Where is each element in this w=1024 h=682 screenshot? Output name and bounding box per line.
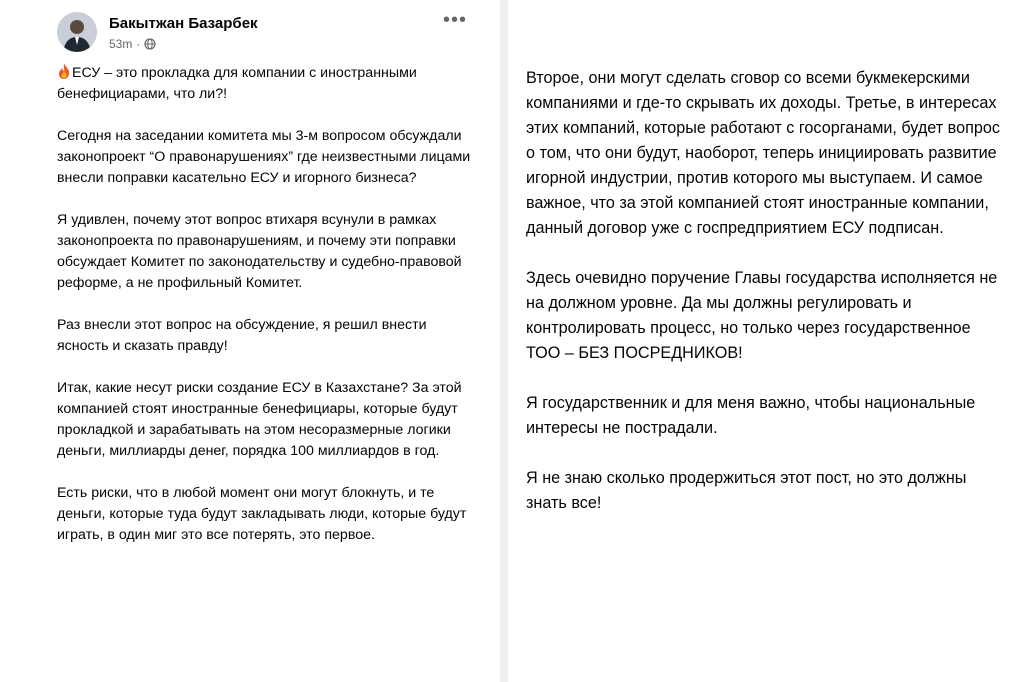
screenshot-divider [500,0,508,682]
post-right-panel [508,0,1024,682]
post-paragraph: Раз внесли этот вопрос на обсуждение, я решил внести ясность и сказать правду! [57,317,427,354]
post-header [57,9,477,54]
author-name[interactable]: Бакытжан Базарбек [109,15,258,32]
post-paragraph: Сегодня на заседании комитета мы 3-м вопросом обсуждали законопроект “О правонарушениях” где неизвестными лицами внесли поправки касательно ЕСУ и игорного бизнеса? [57,128,471,186]
post-paragraph: Я не знаю сколько продержиться этот пост, но это должны знать все! [526,469,967,512]
more-icon[interactable]: ••• [443,9,468,31]
post-meta [109,37,156,51]
post-title-text: ЕСУ – это прокладка для компании с иностранными бенефициарами, что ли?! [57,65,417,102]
post-paragraph: Итак, какие несут риски создание ЕСУ в Казахстане? За этой компанией стоят иностранные бенефициары, которые будут прокладкой и зарабатывать на этом несоразмерные логики деньги, миллиарды денег, порядка 100 миллиардов в год. [57,380,462,459]
avatar[interactable] [57,12,97,52]
avatar-image [57,12,97,52]
post-paragraph: Есть риски, что в любой момент они могут блокнуть, и те деньги, которые туда будут закладывать люди, которые будут играть, в один миг это все потерять, это первое. [57,485,467,543]
post-paragraph: Я удивлен, почему этот вопрос втихаря всунули в рамках законопроекта по правонарушениям, и почему эти поправки обсуждает Комитет по законодательству и судебно-правовой реформе, а не профильный Комитет. [57,212,462,291]
fire-icon [57,63,71,79]
post-time[interactable]: 53m [109,37,133,51]
post-body-right [526,66,1001,541]
post-body-left [57,63,477,567]
post-title-line [57,63,477,105]
post-paragraph: Второе, они могут сделать сговор со всеми букмекерскими компаниями и где-то скрывать их доходы. Третье, в интересах этих компаний, которые работают с госорганами, будет вопрос о том, что они будут, наоборот, теперь инициировать развитие игорной индустрии, против которого мы выступаем. И самое важное, что за этой компанией стоят иностранные компании, данный договор уже с госпредприятием ЕСУ подписан. [526,69,1000,237]
post-paragraph: Здесь очевидно поручение Главы государства исполняется не на должном уровне. Да мы должны регулировать и контролировать процесс, но только через государственное ТОО – БЕЗ ПОСРЕДНИКОВ! [526,269,998,362]
globe-icon [144,38,156,50]
post-left-panel [0,0,500,682]
post-paragraph: Я государственник и для меня важно, чтобы национальные интересы не пострадали. [526,394,976,437]
meta-separator: · [136,37,141,51]
